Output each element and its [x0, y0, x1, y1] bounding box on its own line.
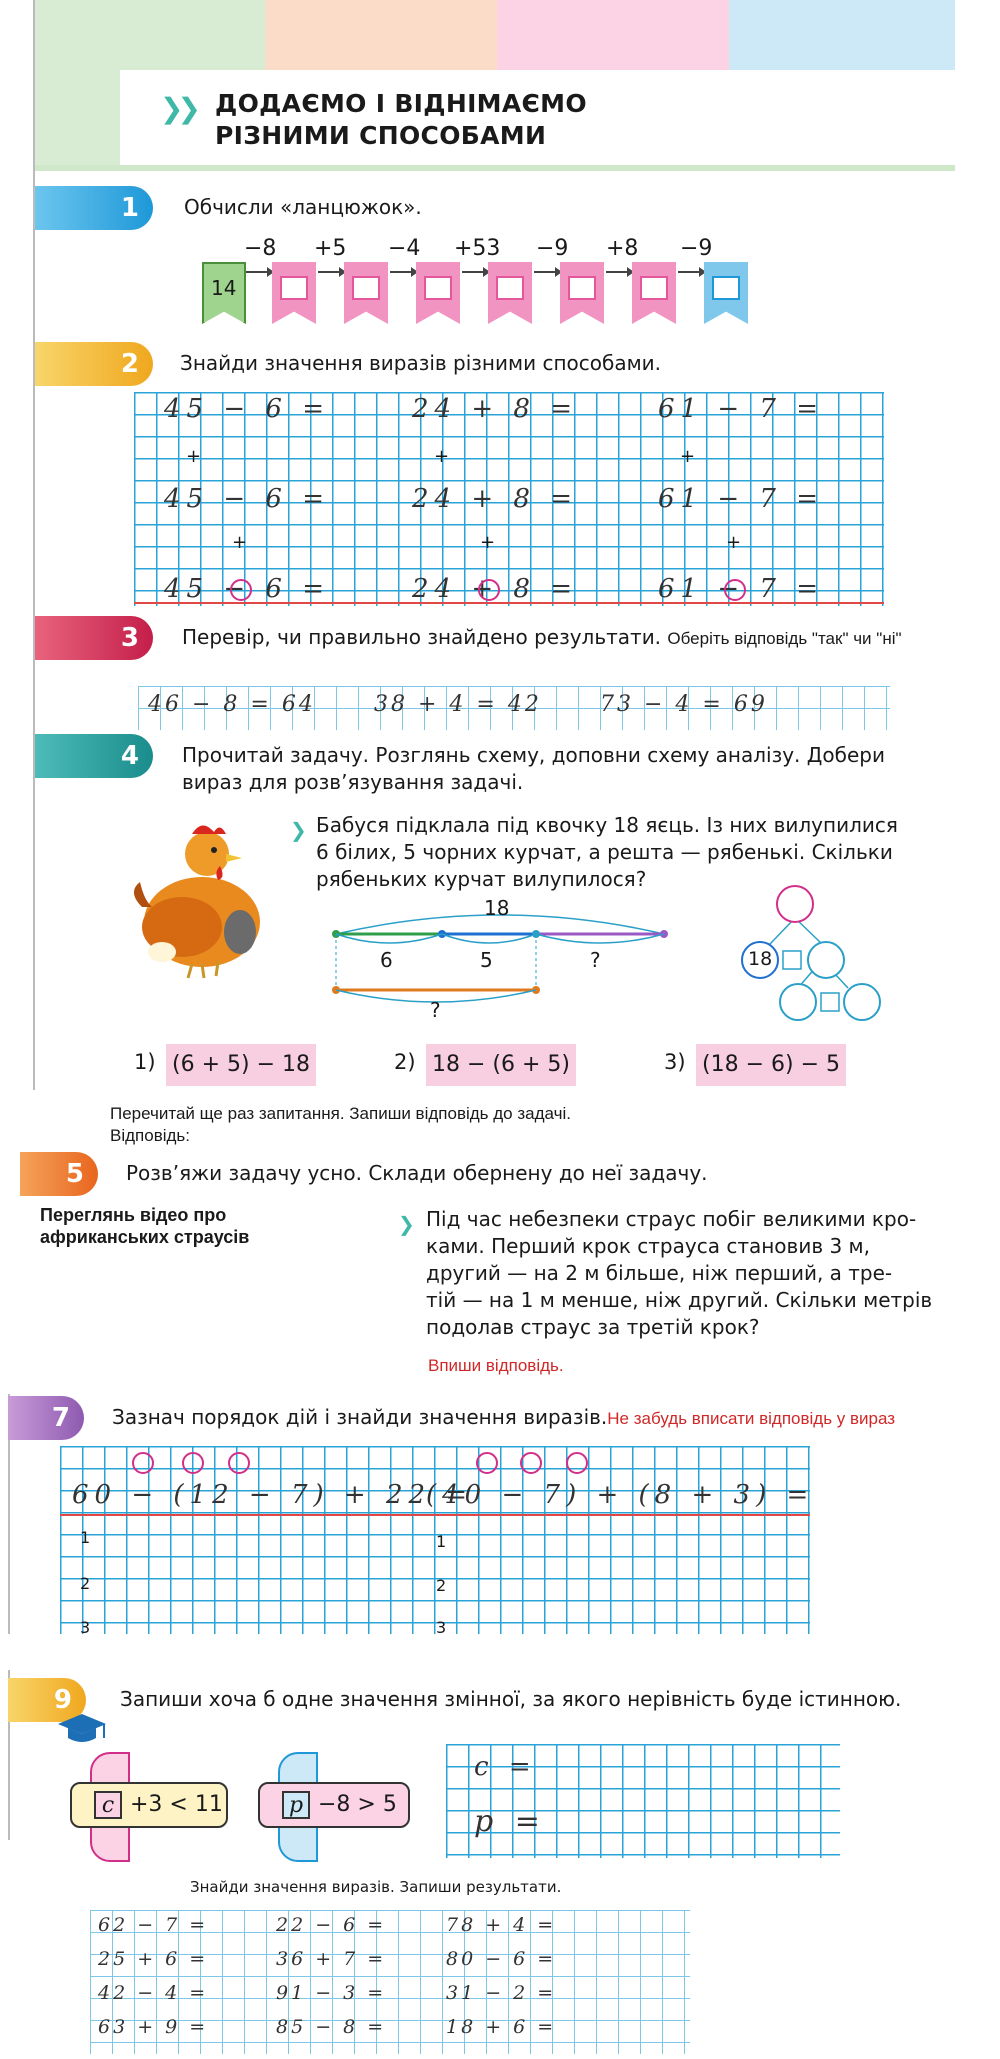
extra-col2-row3: 91 − 3 = [276, 1982, 387, 2004]
left-margin-line [33, 0, 35, 1090]
video-link[interactable]: Переглянь відео про африканських страусів [40, 1205, 250, 1247]
extra-col1-row2: 25 + 6 = [98, 1948, 209, 1970]
chain-arrow-3 [390, 271, 416, 273]
task-7-red-line [60, 1514, 810, 1516]
header-band-pink [497, 0, 729, 70]
task-5-badge: 5 [20, 1152, 98, 1196]
plus-sign-3: + [680, 446, 696, 467]
expr-45-6-row2: 45 − 6 = [164, 484, 330, 514]
order-ring-2[interactable] [182, 1452, 204, 1474]
step-1-left: 1 [80, 1528, 91, 1547]
task-3-text: Перевір, чи правильно знайдено результати. Оберіть відповідь "так" чи "ні" [182, 625, 902, 649]
graduation-cap-icon [56, 1712, 108, 1746]
equation-3: 73 − 4 = 69 [600, 692, 768, 717]
scheme-part-b: 5 [480, 948, 493, 972]
header-underline [35, 165, 955, 171]
expr-45-6-row3: 45 − 6 = [164, 574, 330, 604]
task-5-problem: Під час небезпеки страус побіг великими кро- ками. Перший крок страуса становив 3 м, другий — на 2 м більше, ніж перший, а тре- тій — на 1 м менше, ніж другий. Скільки метрів подолав страус за третій крок? [426, 1207, 933, 1339]
inequality-card-1 [70, 1782, 228, 1828]
plus-sign-1: + [186, 446, 202, 467]
order-ring-1[interactable] [132, 1452, 154, 1474]
extra-col2-row1: 22 − 6 = [276, 1914, 387, 1936]
hen-illustration [122, 812, 272, 982]
header-band-blue [729, 0, 955, 70]
inequality-2-rest: −8 > 5 [318, 1792, 397, 1817]
chain-arrow-2 [318, 271, 344, 273]
equation-2: 38 + 4 = 42 [374, 692, 542, 717]
header-green-corner [35, 70, 120, 165]
inequality-1-rest: +3 < 11 [130, 1792, 223, 1817]
tree-root-value: 18 [748, 948, 773, 970]
scheme-total: 18 [484, 896, 510, 920]
order-ring-6[interactable] [566, 1452, 588, 1474]
expr-61-7-row1: 61 − 7 = [658, 394, 824, 424]
scheme-part-a: 6 [380, 948, 393, 972]
chain-flag-5[interactable] [560, 262, 604, 324]
chain-op-6: +8 [606, 236, 639, 261]
extra-col3-row3: 31 − 2 = [446, 1982, 557, 2004]
expr-24-8-row3: 24 + 8 = [412, 574, 578, 604]
highlight-ring-2 [478, 579, 500, 601]
task-2-text: Знайди значення виразів різними способами. [180, 351, 662, 375]
scheme-question-2: ? [430, 998, 441, 1022]
plus-sign-2: + [434, 446, 450, 467]
task-5-text: Розв’яжи задачу усно. Склади обернену до неї задачу. [126, 1161, 708, 1185]
extra-col2-row2: 36 + 7 = [276, 1948, 387, 1970]
step-2-left: 2 [80, 1574, 91, 1593]
expr-45-6-row1: 45 − 6 = [164, 394, 330, 424]
extra-col1-row4: 63 + 9 = [98, 2016, 209, 2038]
reread-instruction: Перечитай ще раз запитання. Запиши відповідь до задачі. [110, 1104, 571, 1123]
extra-col3-row2: 80 − 6 = [446, 1948, 557, 1970]
task-4-text: Прочитай задачу. Розглянь схему, доповни схему аналізу. Добери вираз для розв’язування задачі. [182, 743, 885, 794]
highlight-ring-3 [724, 579, 746, 601]
chain-flag-6[interactable] [632, 262, 676, 324]
variable-p-box: p [282, 1791, 310, 1819]
chain-arrow-6 [606, 271, 632, 273]
highlight-ring-1 [230, 579, 252, 601]
chain-op-3: −4 [388, 236, 421, 261]
expr-24-8-row2: 24 + 8 = [412, 484, 578, 514]
task-3-badge: 3 [35, 616, 153, 660]
chain-flag-1[interactable] [272, 262, 316, 324]
task-4-problem-arrow: ❯ [290, 818, 307, 842]
chain-arrow-1 [246, 271, 272, 273]
task-7-expression-1: 60 − (12 − 7) + 22 = [72, 1480, 474, 1510]
answer-prompt[interactable]: Впиши відповідь. [428, 1356, 564, 1375]
step-1-right: 1 [436, 1532, 447, 1551]
extra-col3-row4: 18 + 6 = [446, 2016, 557, 2038]
extra-col2-row4: 85 − 8 = [276, 2016, 387, 2038]
task-9-text: Запиши хоча б одне значення змінної, за якого нерівність буде істинною. [120, 1687, 902, 1711]
task-2-badge: 2 [35, 342, 153, 386]
answer-c[interactable]: c = [474, 1752, 537, 1782]
inequality-card-2 [258, 1782, 410, 1828]
task-7-grid[interactable] [60, 1446, 810, 1634]
extra-col1-row3: 42 − 4 = [98, 1982, 209, 2004]
header-band-orange [265, 0, 497, 70]
task-4-problem: Бабуся підклала під квочку 18 яєць. Із них вилупилися 6 білих, 5 чорних курчат, а решта — рябенькі. Скільки рябеньких курчат вилупилося? [316, 813, 898, 891]
option-1-box[interactable]: (6 + 5) − 18 [166, 1044, 316, 1086]
answer-p[interactable]: p = [474, 1804, 546, 1839]
option-1-number: 1) [134, 1050, 156, 1074]
extra-col3-row1: 78 + 4 = [446, 1914, 557, 1936]
step-2-right: 2 [436, 1576, 447, 1595]
task-1-badge: 1 [35, 186, 153, 230]
double-chevron-icon: ❯❯ [160, 92, 195, 125]
task-4-badge: 4 [35, 734, 153, 778]
plus-sign-6: + [726, 532, 742, 553]
extra-col1-row1: 62 − 7 = [98, 1914, 209, 1936]
chain-flag-2[interactable] [344, 262, 388, 324]
option-3-box[interactable]: (18 − 6) − 5 [696, 1044, 846, 1086]
task-9-badge: 9 [8, 1678, 86, 1722]
step-3-left: 3 [80, 1618, 91, 1637]
variable-c-box: c [94, 1791, 122, 1819]
step-3-right: 3 [436, 1618, 447, 1637]
header-band-green [35, 0, 265, 70]
chain-arrow-4 [462, 271, 488, 273]
plus-sign-5: + [480, 532, 496, 553]
expr-61-7-row3: 61 − 7 = [658, 574, 824, 604]
option-2-number: 2) [394, 1050, 416, 1074]
order-ring-4[interactable] [476, 1452, 498, 1474]
plus-sign-4: + [232, 532, 248, 553]
option-3-number: 3) [664, 1050, 686, 1074]
equation-1: 46 − 8 = 64 [148, 692, 316, 717]
task-1-text: Обчисли «ланцюжок». [184, 195, 422, 219]
expr-24-8-row1: 24 + 8 = [412, 394, 578, 424]
task-7-expression-2: (40 − 7) + (8 + 3) = [426, 1480, 815, 1510]
chain-flag-3[interactable] [416, 262, 460, 324]
chain-op-1: −8 [244, 236, 277, 261]
order-ring-5[interactable] [520, 1452, 542, 1474]
extra-task-text: Знайди значення виразів. Запиши результати. [190, 1878, 562, 1896]
task-5-problem-arrow: ❯ [398, 1212, 415, 1236]
expr-61-7-row2: 61 − 7 = [658, 484, 824, 514]
chain-op-7: −9 [680, 236, 713, 261]
chain-end-flag[interactable] [704, 262, 748, 324]
chain-flag-4[interactable] [488, 262, 532, 324]
task-7-text: Зазнач порядок дій і знайди значення виразів.Не забудь вписати відповідь у вираз [112, 1405, 896, 1429]
chain-op-4: +53 [454, 236, 501, 261]
chain-arrow-5 [534, 271, 560, 273]
page-title: ДОДАЄМО І ВІДНІМАЄМО РІЗНИМИ СПОСОБАМИ [215, 89, 587, 150]
chain-start-value: 14 [211, 276, 237, 300]
order-ring-3[interactable] [228, 1452, 250, 1474]
chain-op-2: +5 [314, 236, 347, 261]
option-2-box[interactable]: 18 − (6 + 5) [426, 1044, 576, 1086]
task-7-badge: 7 [8, 1396, 84, 1440]
scheme-question: ? [590, 948, 601, 972]
chain-arrow-7 [678, 271, 704, 273]
answer-label[interactable]: Відповідь: [110, 1126, 191, 1145]
chain-op-5: −9 [536, 236, 569, 261]
